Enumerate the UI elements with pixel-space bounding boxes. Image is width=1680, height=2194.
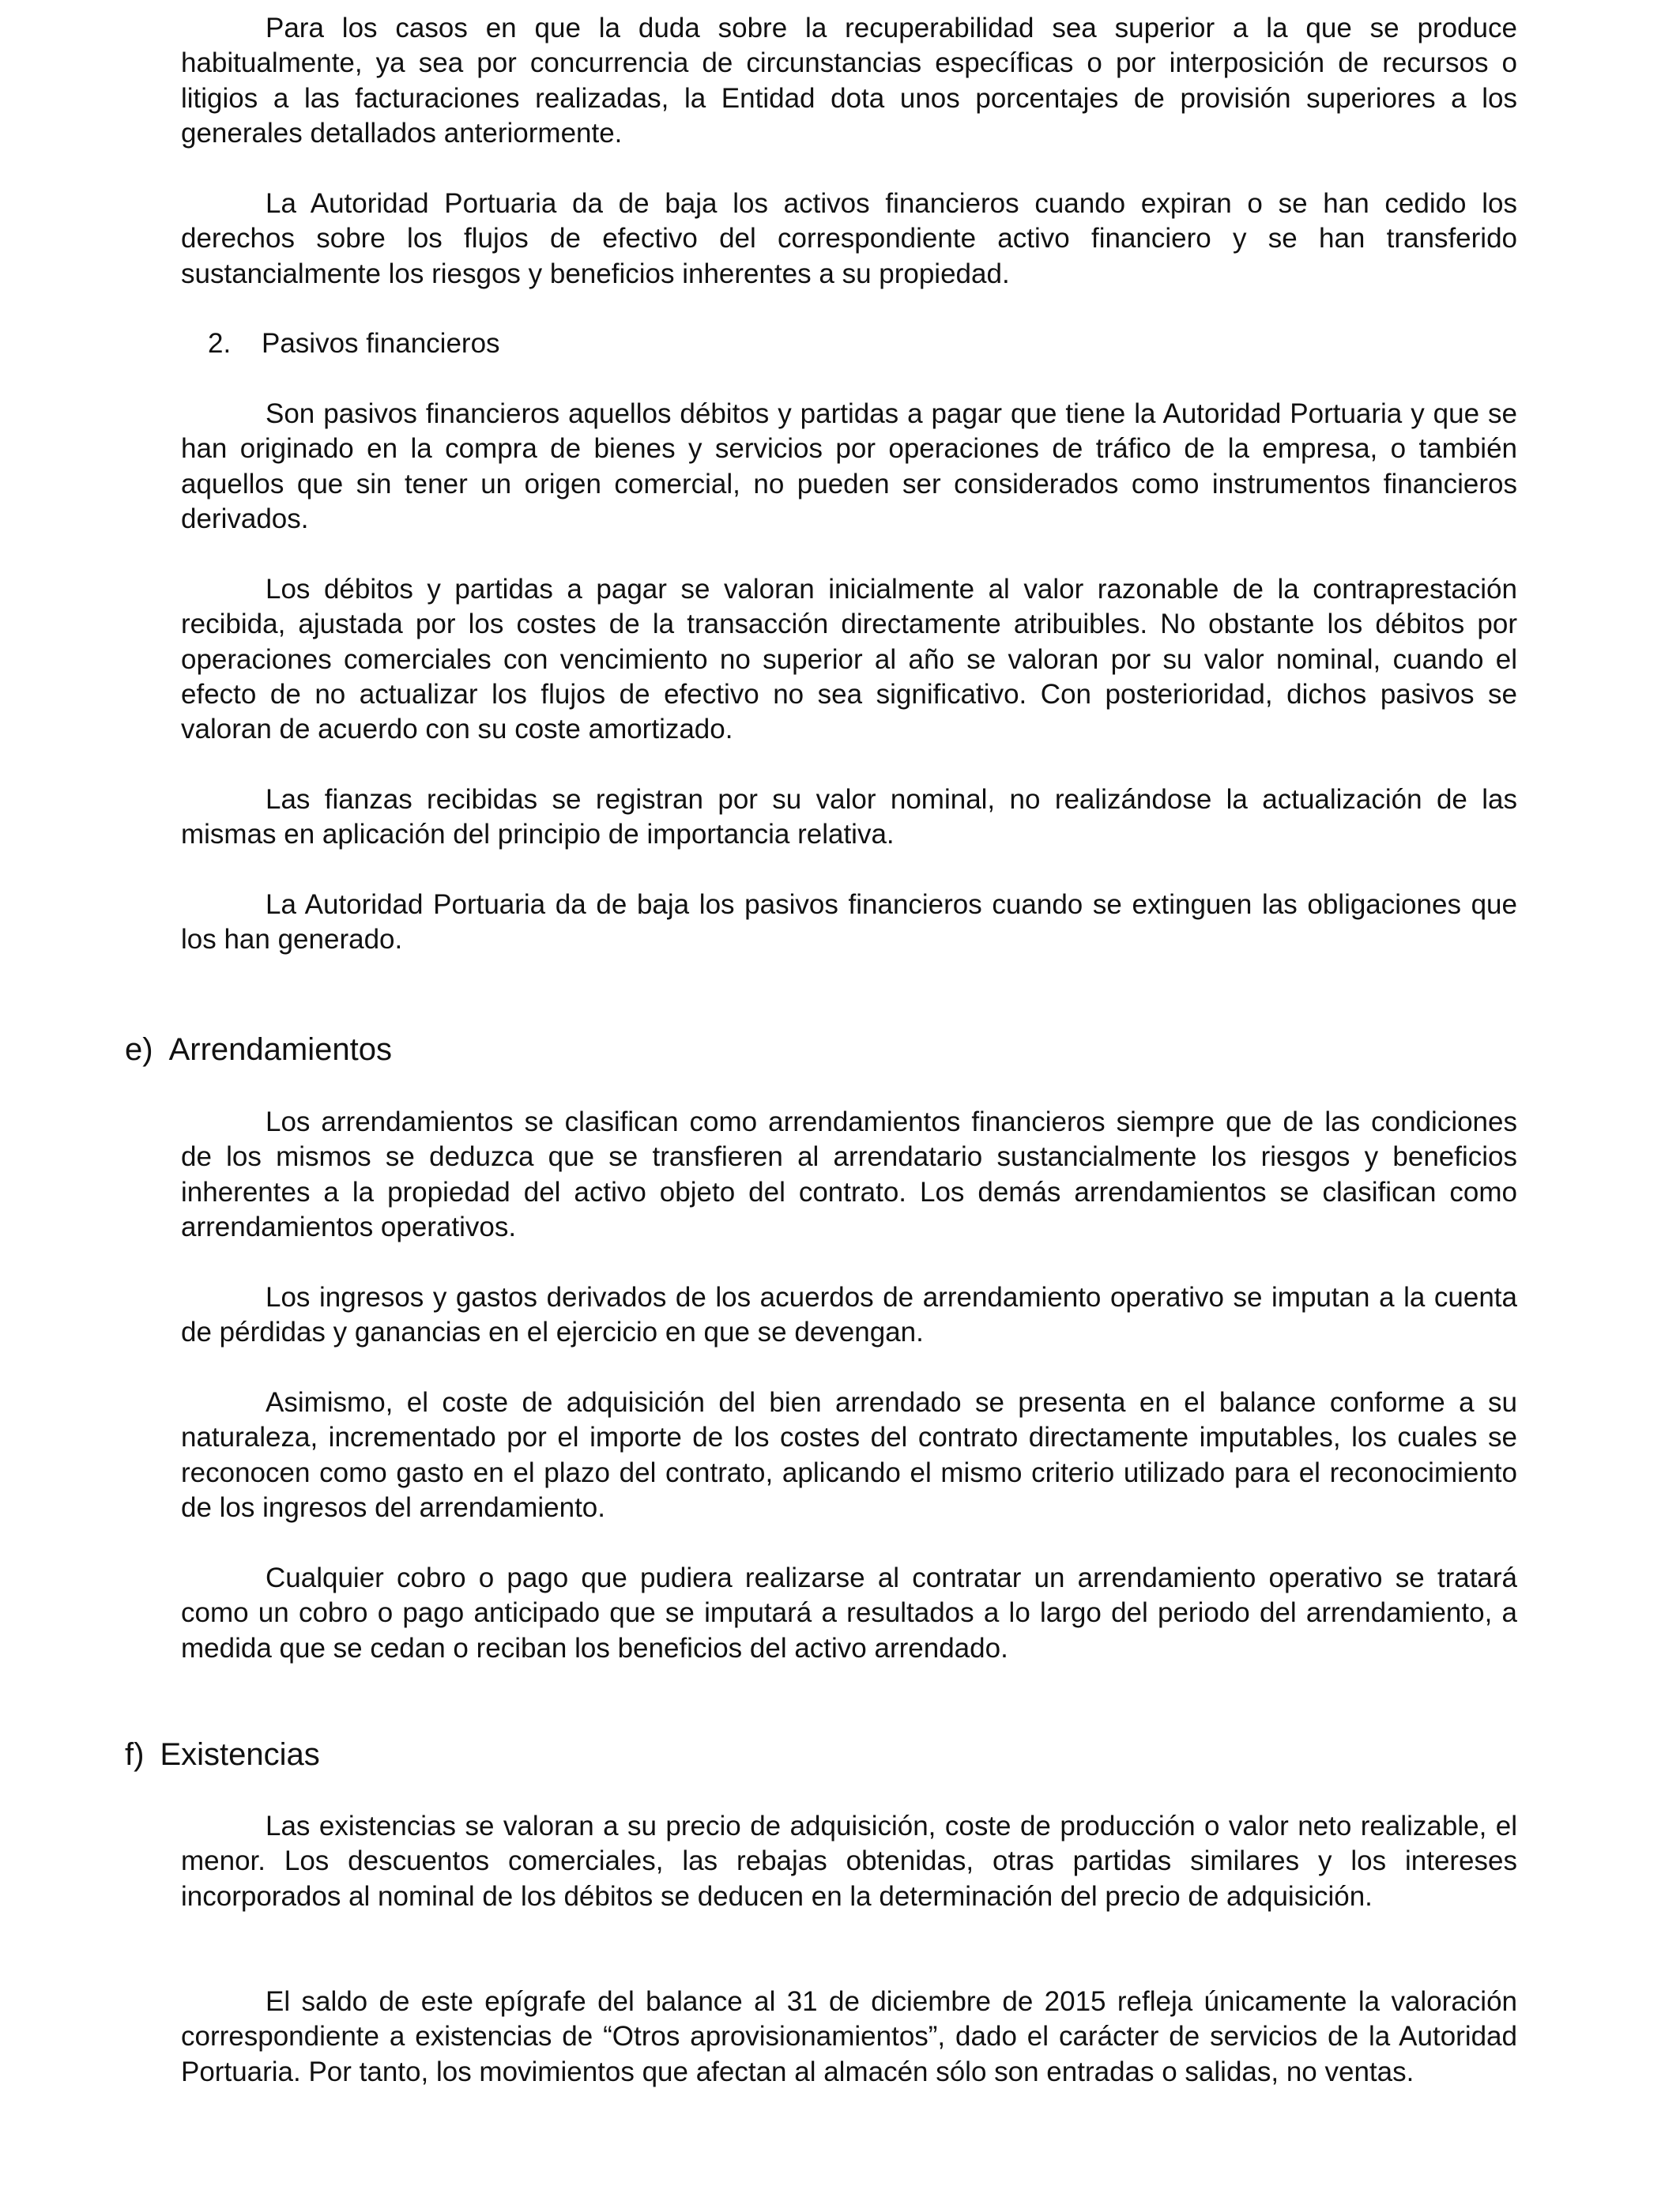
paragraph-arrendamientos-clasificacion: Los arrendamientos se clasifican como arrendamientos financieros siempre que de las condiciones de los mismos se deduzca que se transfieren al arrendatario sustancialmente los riesgos y beneficios inherentes a la propiedad del activo objeto del contrato. Los demás arrendamientos se clasifican como arrendamientos operativos. <box>181 1106 1517 1242</box>
paragraph-existencias-valoracion: Las existencias se valoran a su precio de adquisición, coste de producción o valor neto realizable, el menor. Los descuentos comerciales, las rebajas obtenidas, otras partidas similares y los intereses incorporados al nominal de los débitos se deducen en la determinación del precio de adquisición. <box>181 1811 1517 1912</box>
list-item-number: 2. <box>208 328 232 359</box>
section-letter: e) <box>125 1032 153 1067</box>
section-title: Existencias <box>160 1737 320 1772</box>
paragraph-baja-activos: La Autoridad Portuaria da de baja los activos financieros cuando expiran o se han cedido los derechos sobre los flujos de efectivo del correspondiente activo financiero y se han transferido sustancialmente los riesgos y beneficios inherentes a su propiedad. <box>181 188 1517 289</box>
section-title: Arrendamientos <box>168 1032 392 1067</box>
section-letter: f) <box>125 1737 145 1772</box>
paragraph-saldo-epigrafe: El saldo de este epígrafe del balance al 31 de diciembre de 2015 refleja únicamente la valoración correspondiente a existencias de “Otros aprovisionamientos”, dado el carácter de servicios de la Autoridad Portuaria. Por tanto, los movimientos que afectan al almacén sólo son entradas o salidas, no ventas. <box>181 1986 1517 2087</box>
paragraph-pasivos-definicion: Son pasivos financieros aquellos débitos y partidas a pagar que tiene la Autoridad Portuaria y que se han originado en la compra de bienes y servicios por operaciones de tráfico de la empresa, o también aquellos que sin tener un origen comercial, no pueden ser considerados como instrumentos financieros derivados. <box>181 398 1517 534</box>
paragraph-coste-adquisicion: Asimismo, el coste de adquisición del bien arrendado se presenta en el balance conforme a su naturaleza, incrementado por el importe de los costes del contrato directamente imputables, los cuales se reconocen como gasto en el plazo del contrato, aplicando el mismo criterio utilizado para el reconocimiento de los ingresos del arrendamiento. <box>181 1387 1517 1523</box>
section-heading-arrendamientos <box>125 1031 392 1069</box>
paragraph-baja-pasivos: La Autoridad Portuaria da de baja los pasivos financieros cuando se extinguen las obligaciones que los han generado. <box>181 889 1517 956</box>
list-item-pasivos-financieros <box>208 326 500 361</box>
section-heading-existencias <box>125 1736 320 1774</box>
paragraph-cobro-pago: Cualquier cobro o pago que pudiera realizarse al contratar un arrendamiento operativo se tratará como un cobro o pago anticipado que se imputará a resultados a lo largo del periodo del arrendamiento, a medida que se cedan o reciban los beneficios del activo arrendado. <box>181 1563 1517 1664</box>
paragraph-debitos-valoracion: Los débitos y partidas a pagar se valoran inicialmente al valor razonable de la contraprestación recibida, ajustada por los costes de la transacción directamente atribuibles. No obstante los débitos por operaciones comerciales con vencimiento no superior al año se valoran por su valor nominal, cuando el efecto de no actualizar los flujos de efectivo no sea significativo. Con posterioridad, dichos pasivos se valoran de acuerdo con su coste amortizado. <box>181 574 1517 745</box>
paragraph-recuperabilidad: Para los casos en que la duda sobre la recuperabilidad sea superior a la que se produce habitualmente, ya sea por concurrencia de circunstancias específicas o por interposición de recursos o litigios a las facturaciones realizadas, la Entidad dota unos porcentajes de provisión superiores a los generales detallados anteriormente. <box>181 13 1517 149</box>
paragraph-fianzas: Las fianzas recibidas se registran por su valor nominal, no realizándose la actualización de las mismas en aplicación del principio de importancia relativa. <box>181 784 1517 850</box>
paragraph-ingresos-gastos: Los ingresos y gastos derivados de los acuerdos de arrendamiento operativo se imputan a la cuenta de pérdidas y ganancias en el ejercicio en que se devengan. <box>181 1282 1517 1348</box>
list-item-label: Pasivos financieros <box>262 328 500 359</box>
